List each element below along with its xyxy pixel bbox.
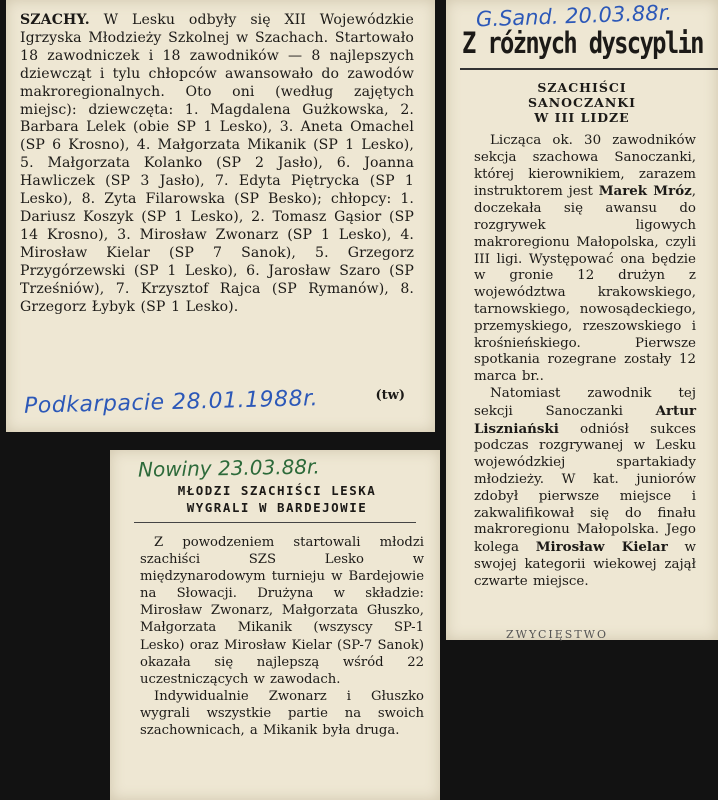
handwritten-source-note: Nowiny 23.03.88r. xyxy=(137,454,320,482)
clipping-gazeta-sanocka xyxy=(446,0,718,640)
section-headline: Z różnych dyscyplin xyxy=(462,26,703,60)
article-paragraph: Z powodzeniem startowali młodzi szachiści SZS Lesko w międzynarodowym turnieju w Bardejowie na Słowacji. Drużyna w składzie: Mirosław Zwonarz, Małgorzata Głuszko, Małgorzata Mikanik (wszyscy SP-1 Lesko) oraz Mirosław Kielar (SP-7 Sanok) okazała się najlepszą wśród 22 uczestniczących w zawodach. xyxy=(140,535,424,687)
article-body xyxy=(20,12,414,316)
text-run: w swojej kategorii wiekowej zajął czwarte miejsce. xyxy=(474,540,697,589)
text-run: Licząca ok. 30 zawodników sekcja szachowa Sanoczanki, której kierownikiem, zarazem instruktorem jest xyxy=(474,133,696,200)
subheading-line: W III LIDZE xyxy=(534,110,630,125)
title-line: WYGRALI W BARDEJOWIE xyxy=(186,500,368,515)
article-subheading xyxy=(464,80,700,125)
article-title xyxy=(132,482,422,516)
bold-name-run: Artur Liszniański xyxy=(474,402,696,437)
bold-name-run: SZACHY. xyxy=(20,12,90,28)
article-body xyxy=(474,133,696,591)
article-paragraph: Indywidualnie Zwonarz i Głuszko wygrali wszystkie partie na swoich szachownicach, a Mikanik była druga. xyxy=(140,688,424,739)
article-paragraph xyxy=(474,133,696,386)
cut-off-next-headline: ZWYCIĘSTWO xyxy=(506,628,609,641)
text-run: , doczekała się awansu do rozgrywek ligowych makroregionu Małopolska, czyli III ligi. Występować ona będzie w gronie 12 drużyn z województwa krakowskiego, tarnowskiego, nowosądeckiego, przemyskiego, rzeszowskiego i krośnieńskiego. Pierwsze spotkania rozegrane zostały 12 marca br.. xyxy=(474,184,696,385)
text-run: W Lesku odbyły się XII Wojewódzkie Igrzyska Młodzieży Szkolnej w Szachach. Startowało 18 zawodniczek i 18 zawodników — 8 najlepszych dziewcząt i tylu chłopców awansowało do zawodów makroregionalnych. Oto oni (według zajętych miejsc): dziewczęta: 1. Magdalena Gużkowska, 2. Barbara Lelek (obie SP 1 Lesko), 3. Aneta Omachel (SP 6 Krosno), 4. Małgorzata Mikanik (SP 1 Lesko), 5. Małgorzata Kolanko (SP 2 Jasło), 6. Joanna Hawliczek (SP 3 Jasło), 7. Edyta Piętrycka (SP 1 Lesko), 8. Zyta Filarowska (SP Besko); chłopcy: 1. Dariusz Koszyk (SP 1 Lesko), 2. Tomasz Gąsior (SP 14 Krosno), 3. Mirosław Zwonarz (SP 1 Lesko), 4. Mirosław Kielar (SP 7 Sanok), 5. Grzegorz Przygórzewski (SP 1 Lesko), 6. Jarosław Szaro (SP Trześniów), 7. Krzysztof Rajca (SP Rymanów), 8. Grzegorz Łybyk (SP 1 Lesko). xyxy=(20,12,414,315)
bold-name-run: Marek Mróz xyxy=(598,183,692,200)
clipping-podkarpacie xyxy=(6,0,435,432)
author-signature: (tw) xyxy=(375,388,405,403)
article-paragraph xyxy=(20,12,414,316)
title-separator xyxy=(134,522,416,523)
title-line: MŁODZI SZACHIŚCI LESKA xyxy=(177,483,377,498)
headline-rule xyxy=(460,68,718,70)
subheading-line: SZACHIŚCI xyxy=(537,80,627,95)
handwritten-source-note: Podkarpacie 28.01.1988r. xyxy=(23,386,319,419)
bold-name-run: Mirosław Kielar xyxy=(535,539,668,556)
subheading-line: SANOCZANKI xyxy=(528,95,636,110)
clipping-nowiny xyxy=(110,450,440,800)
text-run: odniósł sukces podczas rozgrywanej w Lesku wojewódzkiej spartakiady młodzieży. W kat. juniorów zdobył pierwsze miejsce i zakwalifikował się do finału makroregionu Małopolska. Jego kolega xyxy=(474,421,696,556)
article-paragraph xyxy=(474,386,696,591)
article-body xyxy=(140,534,424,739)
text-run: Natomiast zawodnik tej sekcji Sanoczanki xyxy=(474,385,696,419)
handwritten-source-note: G.Sand. 20.03.88r. xyxy=(475,0,673,32)
